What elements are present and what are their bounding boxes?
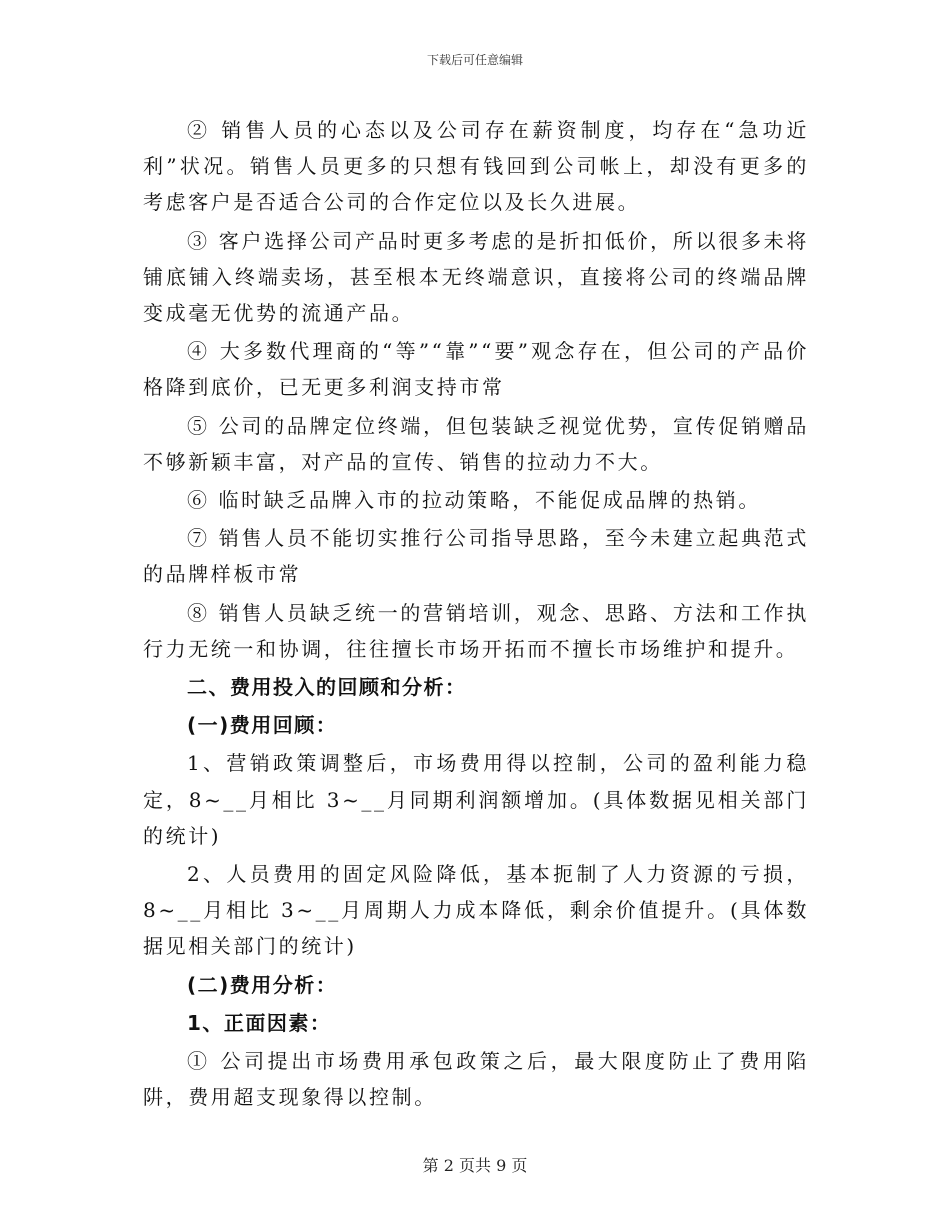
subheading-positive-factors: 1、正面因素： <box>187 1010 332 1035</box>
subsection-heading-cost-review: (一)费用回顾： <box>187 713 338 738</box>
paragraph-point-2: ② 销售人员的心态以及公司存在薪资制度，均存在“急功近利”状况。销售人员更多的只想有钱回到公司帐上，却没有更多的考虑客户是否适合公司的合作定位以及长久进展。 <box>143 118 809 215</box>
document-body <box>143 112 809 1117</box>
paragraph-point-7: ⑦ 销售人员不能切实推行公司指导思路，至今未建立起典范式的品牌样板市常 <box>143 526 809 587</box>
page-header-note: 下载后可任意编辑 <box>426 53 523 67</box>
paragraph-cost-review-2: 2、人员费用的固定风险降低，基本扼制了人力资源的亏损，8~__月相比 3~__月周期人力成本降低，剩余价值提升。(具体数据见相关部门的统计) <box>143 862 809 959</box>
paragraph-positive-factor-1: ① 公司提出市场费用承包政策之后，最大限度防止了费用陷阱，费用超支现象得以控制。 <box>143 1049 809 1110</box>
paragraph-point-5: ⑤ 公司的品牌定位终端，但包装缺乏视觉优势，宣传促销赠品不够新颖丰富，对产品的宣传、销售的拉动力不大。 <box>143 413 809 474</box>
section-heading-cost: 二、费用投入的回顾和分析： <box>187 675 467 700</box>
paragraph-point-8: ⑧ 销售人员缺乏统一的营销培训，观念、思路、方法和工作执行力无统一和协调，往往擅长市场开拓而不擅长市场维护和提升。 <box>143 600 809 661</box>
paragraph-point-6: ⑥ 临时缺乏品牌入市的拉动策略，不能促成品牌的热销。 <box>187 488 761 513</box>
page-number: 第 2 页共 9 页 <box>422 1156 528 1175</box>
paragraph-point-3: ③ 客户选择公司产品时更多考虑的是折扣低价，所以很多未将铺底铺入终端卖场，甚至根本无终端意识，直接将公司的终端品牌变成毫无优势的流通产品。 <box>143 228 809 326</box>
subsection-heading-cost-analysis: (二)费用分析： <box>187 972 338 997</box>
paragraph-point-4: ④ 大多数代理商的“等”“靠”“要”观念存在，但公司的产品价格降到底价，已无更多利润支持市常 <box>143 339 809 400</box>
paragraph-cost-review-1: 1、营销政策调整后，市场费用得以控制，公司的盈利能力稳定，8~__月相比 3~__月同期利润额增加。(具体数据见相关部门的统计) <box>143 751 809 848</box>
